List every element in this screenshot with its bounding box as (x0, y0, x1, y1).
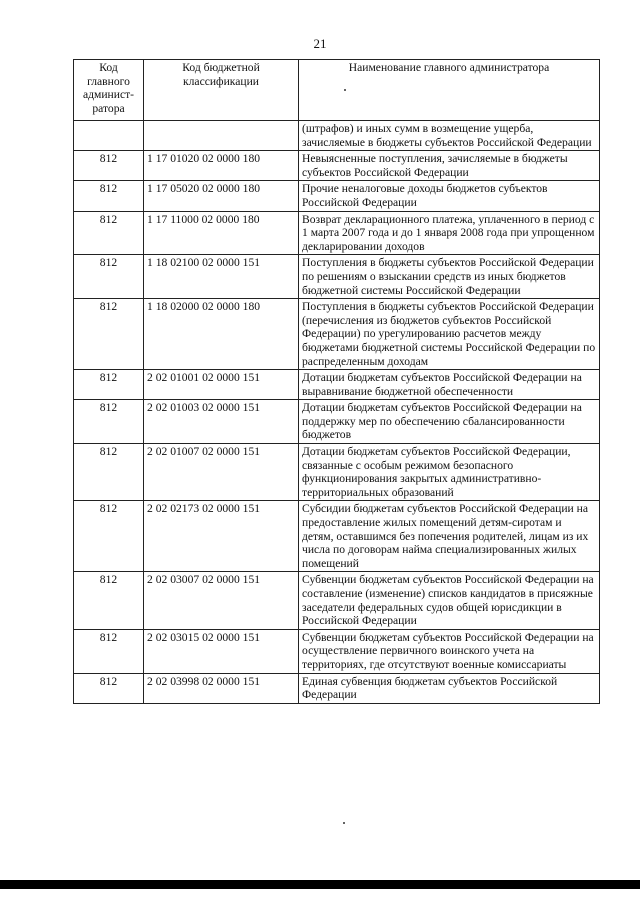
admin-code-cell: 812 (74, 501, 144, 572)
budget-code-cell: 1 17 11000 02 0000 180 (144, 211, 299, 255)
admin-code-cell: 812 (74, 151, 144, 181)
admin-code-cell: 812 (74, 444, 144, 501)
admin-name-cell: (штрафов) и иных сумм в возмещение ущерба, зачисляемые в бюджеты субъектов Российской Федерации (299, 121, 600, 151)
page-number: 21 (313, 36, 327, 51)
admin-name-cell: Субсидии бюджетам субъектов Российской Федерации на предоставление жилых помещений детям-сиротам и детям, оставшимся без попечения родителей, лицам из их числа по договорам найма специализированных жилых помещений (299, 501, 600, 572)
budget-code-cell: 2 02 01003 02 0000 151 (144, 400, 299, 444)
admin-code-cell: 812 (74, 255, 144, 299)
header-admin-name: Наименование главного администратора (299, 60, 600, 121)
admin-name-cell: Невыясненные поступления, зачисляемые в бюджеты субъектов Российской Федерации (299, 151, 600, 181)
admin-code-cell: 812 (74, 299, 144, 370)
header-budget-code: Код бюджетной классификации (144, 60, 299, 121)
table-row (74, 299, 600, 370)
table-row (74, 572, 600, 629)
budget-code-cell: 1 18 02100 02 0000 151 (144, 255, 299, 299)
admin-code-cell: 812 (74, 673, 144, 703)
admin-code-cell: 812 (74, 370, 144, 400)
budget-code-cell (144, 121, 299, 151)
budget-code-cell: 2 02 02173 02 0000 151 (144, 501, 299, 572)
table-row (74, 673, 600, 703)
scan-border-bar (0, 880, 640, 889)
header-admin-code: Код главного админист-ратора (74, 60, 144, 121)
table-row (74, 151, 600, 181)
admin-code-cell: 812 (74, 572, 144, 629)
table-row (74, 629, 600, 673)
admin-name-cell: Прочие неналоговые доходы бюджетов субъектов Российской Федерации (299, 181, 600, 211)
table-row (74, 181, 600, 211)
table-row (74, 400, 600, 444)
scan-speck (344, 89, 346, 91)
budget-code-cell: 2 02 03015 02 0000 151 (144, 629, 299, 673)
budget-classification-table (73, 59, 600, 704)
budget-code-cell: 2 02 01001 02 0000 151 (144, 370, 299, 400)
admin-name-cell: Субвенции бюджетам субъектов Российской Федерации на составление (изменение) списков кандидатов в присяжные заседатели федеральных судов общей юрисдикции в Российской Федерации (299, 572, 600, 629)
admin-name-cell: Поступления в бюджеты субъектов Российской Федерации (перечисления из бюджетов субъектов Российской Федерации) по урегулированию расчетов между бюджетами бюджетной системы Российской Федерации по распределенным доходам (299, 299, 600, 370)
budget-code-cell: 2 02 03007 02 0000 151 (144, 572, 299, 629)
table-body (74, 121, 600, 704)
admin-code-cell: 812 (74, 181, 144, 211)
admin-code-cell: 812 (74, 400, 144, 444)
admin-name-cell: Субвенции бюджетам субъектов Российской Федерации на осуществление первичного воинского учета на территориях, где отсутствуют военные комиссариаты (299, 629, 600, 673)
table-header-row (74, 60, 600, 121)
table-row (74, 121, 600, 151)
table-row (74, 501, 600, 572)
budget-code-cell: 2 02 03998 02 0000 151 (144, 673, 299, 703)
table-row (74, 444, 600, 501)
table-row (74, 370, 600, 400)
admin-code-cell: 812 (74, 211, 144, 255)
admin-name-cell: Дотации бюджетам субъектов Российской Федерации на выравнивание бюджетной обеспеченности (299, 370, 600, 400)
table-row (74, 255, 600, 299)
admin-name-cell: Дотации бюджетам субъектов Российской Федерации, связанные с особым режимом безопасного функционирования закрытых административно-территориальных образований (299, 444, 600, 501)
budget-code-cell: 1 17 05020 02 0000 180 (144, 181, 299, 211)
admin-name-cell: Единая субвенция бюджетам субъектов Российской Федерации (299, 673, 600, 703)
admin-name-cell: Возврат декларационного платежа, уплаченного в период с 1 марта 2007 года и до 1 января 2008 года при упрощенном декларировании доходов (299, 211, 600, 255)
admin-name-cell: Поступления в бюджеты субъектов Российской Федерации по решениям о взыскании средств из иных бюджетов бюджетной системы Российской Федерации (299, 255, 600, 299)
admin-code-cell: 812 (74, 629, 144, 673)
admin-code-cell (74, 121, 144, 151)
scan-speck (343, 822, 345, 824)
budget-code-cell: 2 02 01007 02 0000 151 (144, 444, 299, 501)
budget-code-cell: 1 17 01020 02 0000 180 (144, 151, 299, 181)
budget-code-cell: 1 18 02000 02 0000 180 (144, 299, 299, 370)
admin-name-cell: Дотации бюджетам субъектов Российской Федерации на поддержку мер по обеспечению сбалансированности бюджетов (299, 400, 600, 444)
table-row (74, 211, 600, 255)
